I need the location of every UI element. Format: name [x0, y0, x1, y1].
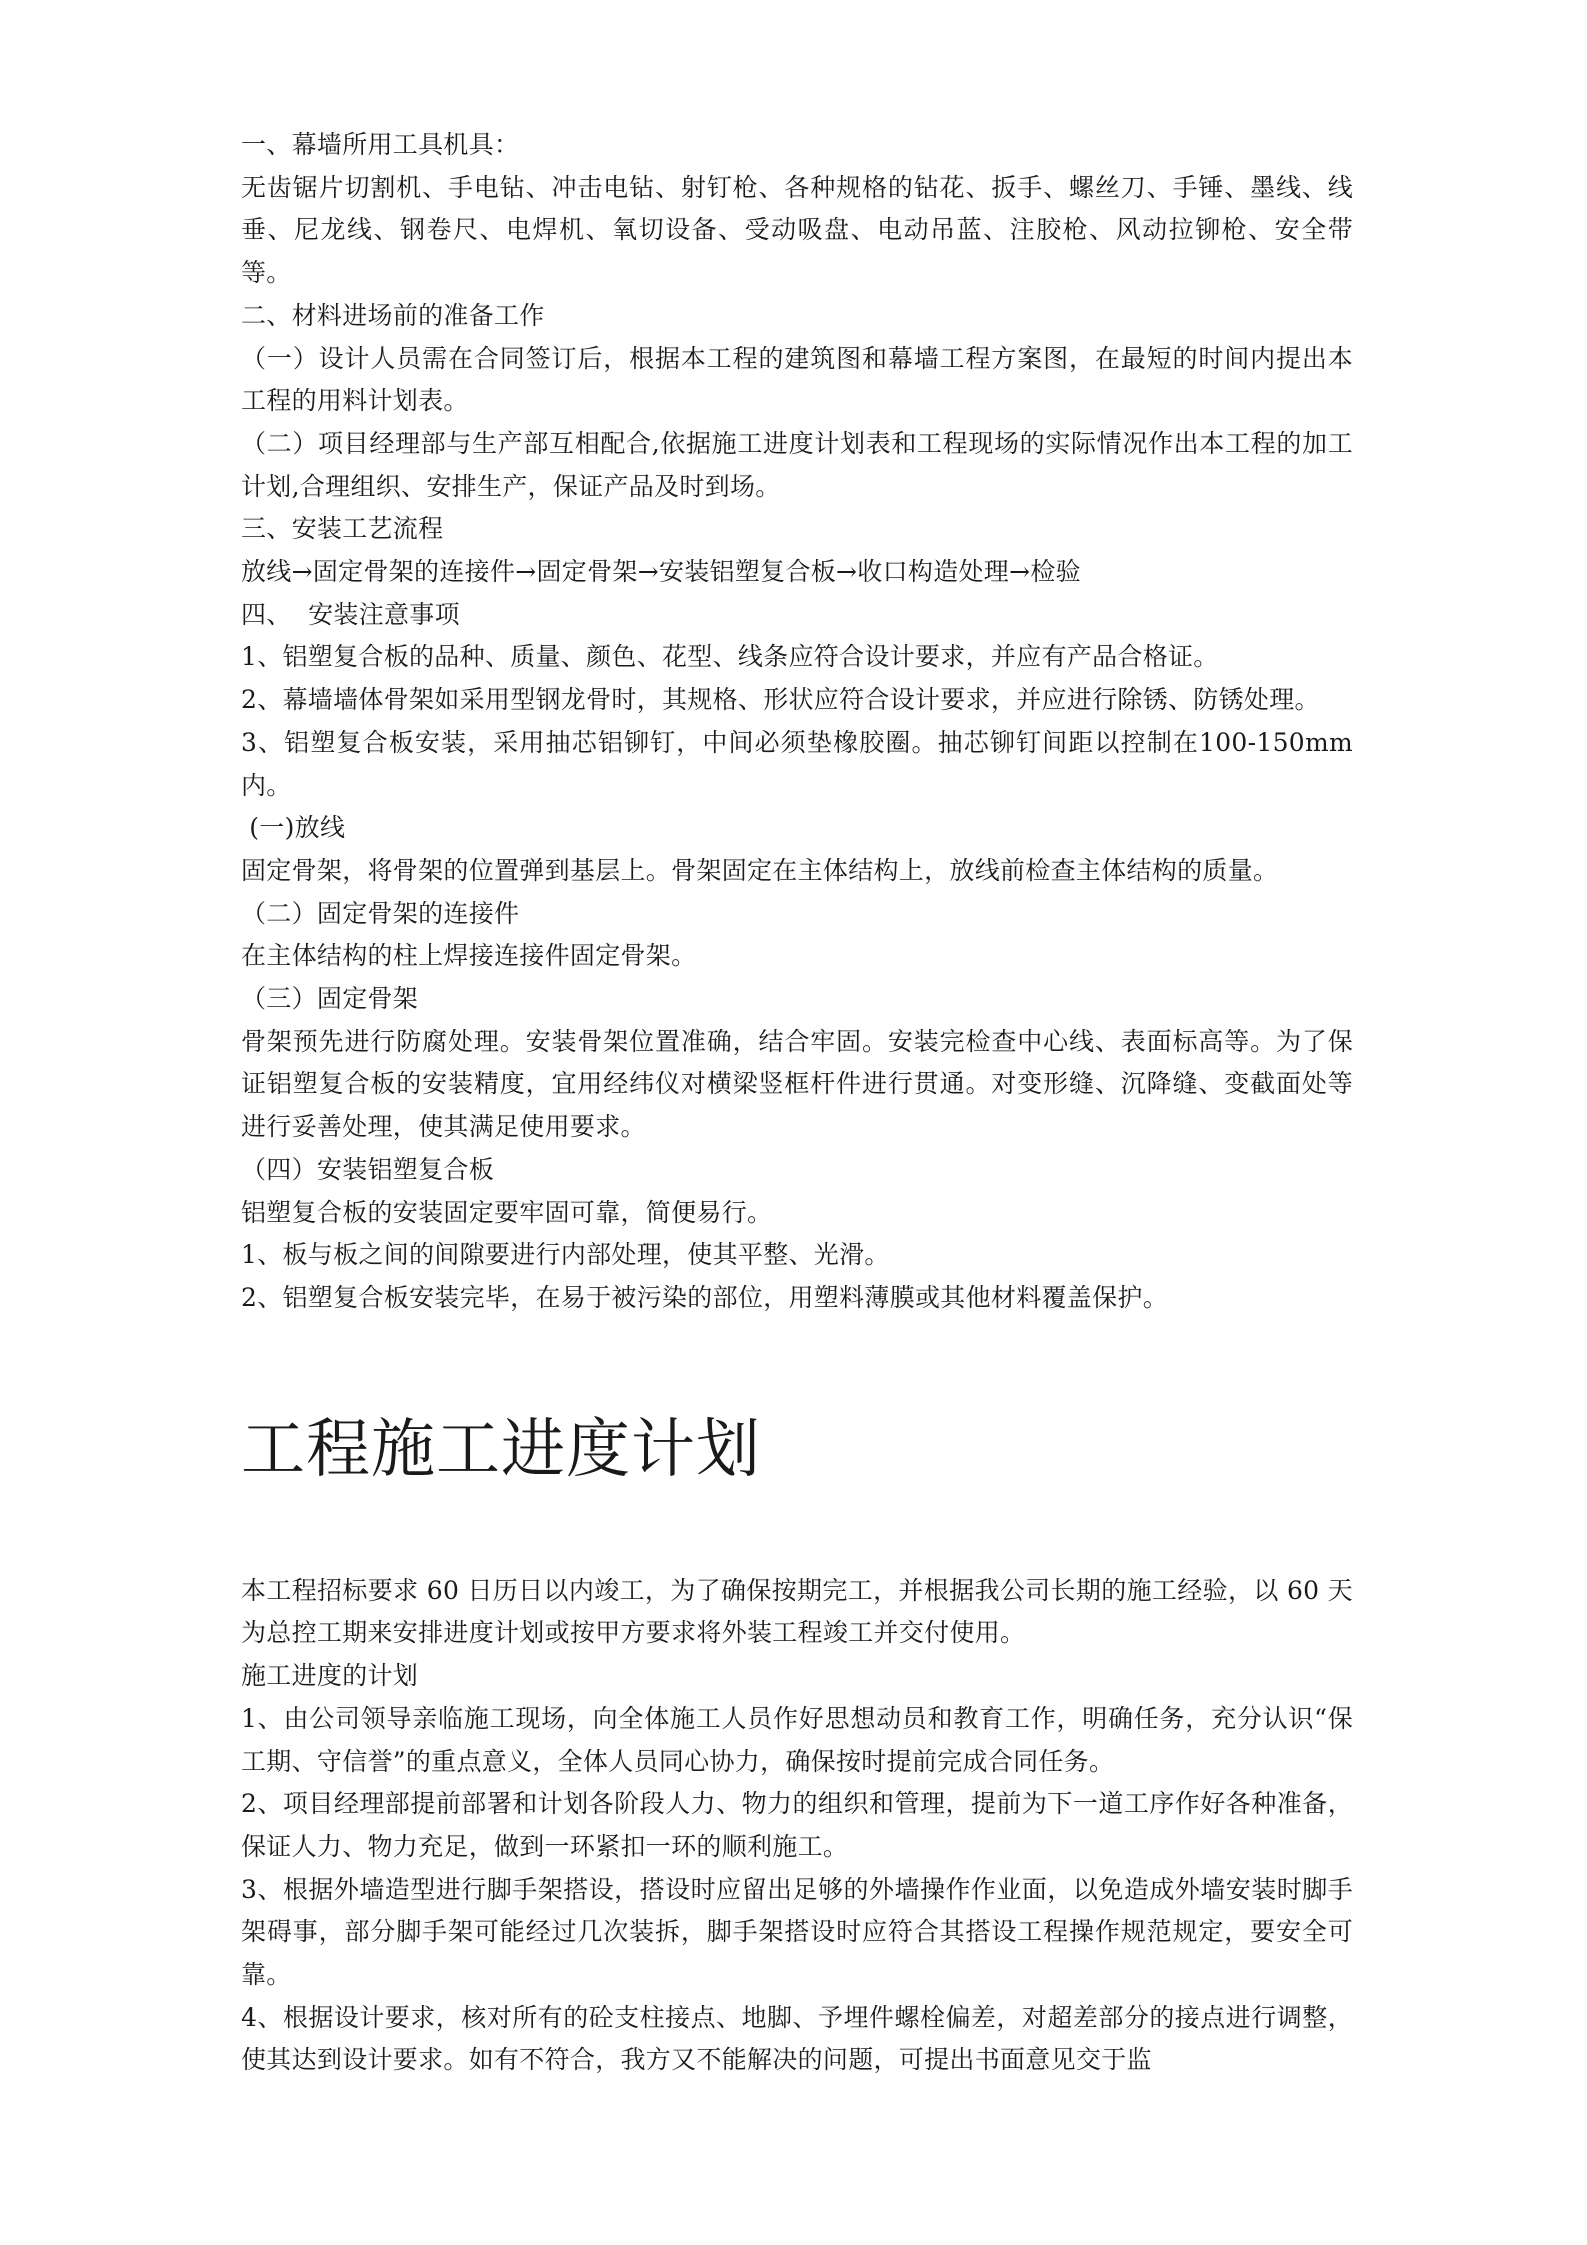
installation-note-2: 2、幕墙墙体骨架如采用型钢龙骨时，其规格、形状应符合设计要求，并应进行除锈、防锈处理。 [241, 685, 1320, 715]
install-panel-note-2: 2、铝塑复合板安装完毕，在易于被污染的部位，用塑料薄膜或其他材料覆盖保护。 [241, 1282, 1169, 1312]
installation-note-3: 3、铝塑复合板安装，采用抽芯铝铆钉，中间必须垫橡胶圈。抽芯铆钉间距以控制在100-150mm内。 [241, 727, 1353, 800]
fix-frame-text: 骨架预先进行防腐处理。安装骨架位置准确，结合牢固。安装完检查中心线、表面标高等。为了保证铝塑复合板的安装精度，宜用经纬仪对横梁竖框杆件进行贯通。对变形缝、沉降缝、变截面处等进行妥善处理，使其满足使用要求。 [241, 1026, 1353, 1142]
schedule-plan-heading: 施工进度的计划 [241, 1661, 419, 1691]
schedule-item-4: 4、根据设计要求，核对所有的砼支柱接点、地脚、予埋件螺栓偏差，对超差部分的接点进行调整，使其达到设计要求。如有不符合，我方又不能解决的问题，可提出书面意见交于监 [241, 2002, 1353, 2075]
schedule-intro: 本工程招标要求 60 日历日以内竣工，为了确保按期完工，并根据我公司长期的施工经验，以 60 天为总控工期来安排进度计划或按甲方要求将外装工程竣工并交付使用。 [241, 1575, 1353, 1648]
document-page [241, 124, 1353, 2082]
installation-note-1: 1、铝塑复合板的品种、质量、颜色、花型、线条应符合设计要求，并应有产品合格证。 [241, 642, 1219, 672]
material-prep-item-2: （二）项目经理部与生产部互相配合,依据施工进度计划表和工程现场的实际情况作出本工程的加工计划,合理组织、安排生产，保证产品及时到场。 [241, 428, 1353, 501]
material-prep-heading: 二、材料进场前的准备工作 [241, 300, 545, 330]
layout-lines-subheading: (一)放线 [241, 813, 346, 843]
section-construction-schedule [241, 1570, 1353, 2082]
layout-lines-text: 固定骨架，将骨架的位置弹到基层上。骨架固定在主体结构上，放线前检查主体结构的质量。 [241, 855, 1279, 885]
tools-list: 无齿锯片切割机、手电钻、冲击电钻、射钉枪、各种规格的钻花、扳手、螺丝刀、手锤、墨线、线垂、尼龙线、钢卷尺、电焊机、氧切设备、受动吸盘、电动吊蓝、注胶枪、风动拉铆枪、安全带等。 [241, 172, 1353, 288]
install-panel-text: 铝塑复合板的安装固定要牢固可靠，简便易行。 [241, 1197, 773, 1227]
material-prep-item-1: （一）设计人员需在合同签订后，根据本工程的建筑图和幕墙工程方案图，在最短的时间内提出本工程的用料计划表。 [241, 343, 1353, 416]
installation-notes-heading: 四、 安装注意事项 [241, 599, 460, 629]
process-flow-heading: 三、安装工艺流程 [241, 514, 444, 544]
schedule-item-1: 1、由公司领导亲临施工现场，向全体施工人员作好思想动员和教育工作，明确任务，充分认识“保工期、守信誉”的重点意义，全体人员同心协力，确保按时提前完成合同任务。 [241, 1703, 1353, 1776]
schedule-title: 工程施工进度计划 [241, 1412, 761, 1487]
tools-heading: 一、幕墙所用工具机具： [241, 130, 520, 159]
frame-connector-text: 在主体结构的柱上焊接连接件固定骨架。 [241, 941, 697, 971]
install-panel-note-1: 1、板与板之间的间隙要进行内部处理，使其平整、光滑。 [241, 1240, 890, 1270]
frame-connector-subheading: （二）固定骨架的连接件 [241, 898, 520, 928]
install-panel-subheading: （四）安装铝塑复合板 [241, 1154, 495, 1184]
section-curtain-wall-installation [241, 124, 1353, 1320]
fix-frame-subheading: （三）固定骨架 [241, 984, 419, 1014]
process-flow-steps: 放线→固定骨架的连接件→固定骨架→安装铝塑复合板→收口构造处理→检验 [241, 557, 1081, 587]
schedule-item-2: 2、项目经理部提前部署和计划各阶段人力、物力的组织和管理，提前为下一道工序作好各种准备，保证人力、物力充足，做到一环紧扣一环的顺利施工。 [241, 1789, 1353, 1861]
schedule-item-3: 3、根据外墙造型进行脚手架搭设，搭设时应留出足够的外墙操作作业面，以免造成外墙安装时脚手架碍事，部分脚手架可能经过几次装拆，脚手架搭设时应符合其搭设工程操作规范规定，要安全可靠。 [241, 1874, 1353, 1990]
